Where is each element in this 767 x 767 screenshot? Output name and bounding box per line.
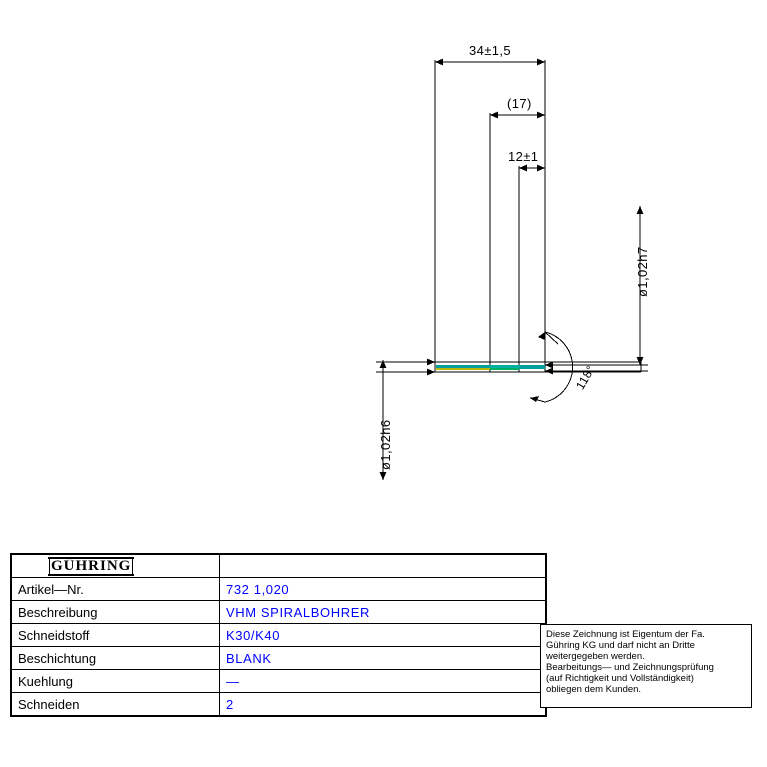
row-key-kuehlung: Kuehlung xyxy=(12,670,220,693)
row-value-beschreibung: VHM SPIRALBOHRER xyxy=(220,601,546,624)
tool-core-olive xyxy=(436,368,490,370)
legal-note-line-2: Gühring KG und darf nicht an Dritte xyxy=(546,640,695,651)
tool-core-teal-3 xyxy=(519,365,545,369)
tool-core-green xyxy=(490,368,519,370)
row-value-schneiden: 2 xyxy=(220,693,546,716)
table-row xyxy=(12,693,546,716)
legal-note-line-4: Bearbeitungs— und Zeichnungsprüfung xyxy=(546,662,714,673)
dim-label-diameter-shank: ø1,02h7 xyxy=(635,246,650,297)
row-value-artikel-nr: 732 1,020 xyxy=(220,578,546,601)
table-row xyxy=(12,670,546,693)
guehring-logo xyxy=(48,557,134,576)
legal-note-line-5: (auf Richtigkeit und Vollständigkeit) xyxy=(546,673,694,684)
legal-note-line-1: Diese Zeichnung ist Eigentum der Fa. xyxy=(546,629,705,640)
table-row xyxy=(12,624,546,647)
legal-note-line-6: obliegen dem Kunden. xyxy=(546,684,642,695)
row-key-artikel-nr: Artikel—Nr. xyxy=(12,578,220,601)
row-value-beschichtung: BLANK xyxy=(220,647,546,670)
table-row xyxy=(12,578,546,601)
title-block-table xyxy=(11,554,546,716)
table-row-logo xyxy=(12,555,546,578)
tool-core-teal xyxy=(436,365,490,368)
legal-notes-box xyxy=(540,624,752,708)
row-key-schneiden: Schneiden xyxy=(12,693,220,716)
legal-note-line-3: weitergegeben werden. xyxy=(546,651,645,662)
tool-core-teal-2 xyxy=(490,365,519,368)
dim-label-neck-length: 12±1 xyxy=(508,149,539,164)
row-value-schneidstoff: K30/K40 xyxy=(220,624,546,647)
title-block xyxy=(10,553,547,717)
dim-label-diameter-cutting: ø1,02h6 xyxy=(378,419,393,470)
logo-text: GÜHRING xyxy=(51,557,132,574)
row-value-kuehlung: — xyxy=(220,670,546,693)
row-key-schneidstoff: Schneidstoff xyxy=(12,624,220,647)
logo-empty-cell xyxy=(220,555,546,578)
point-angle-arc xyxy=(545,332,573,402)
table-row xyxy=(12,601,546,624)
row-key-beschichtung: Beschichtung xyxy=(12,647,220,670)
dim-label-point-angle: 118° xyxy=(573,362,598,392)
table-row xyxy=(12,647,546,670)
dim-label-flute-length: (17) xyxy=(507,96,532,111)
logo-cell xyxy=(12,555,220,578)
dim-label-overall-length: 34±1,5 xyxy=(469,43,512,58)
row-key-beschreibung: Beschreibung xyxy=(12,601,220,624)
